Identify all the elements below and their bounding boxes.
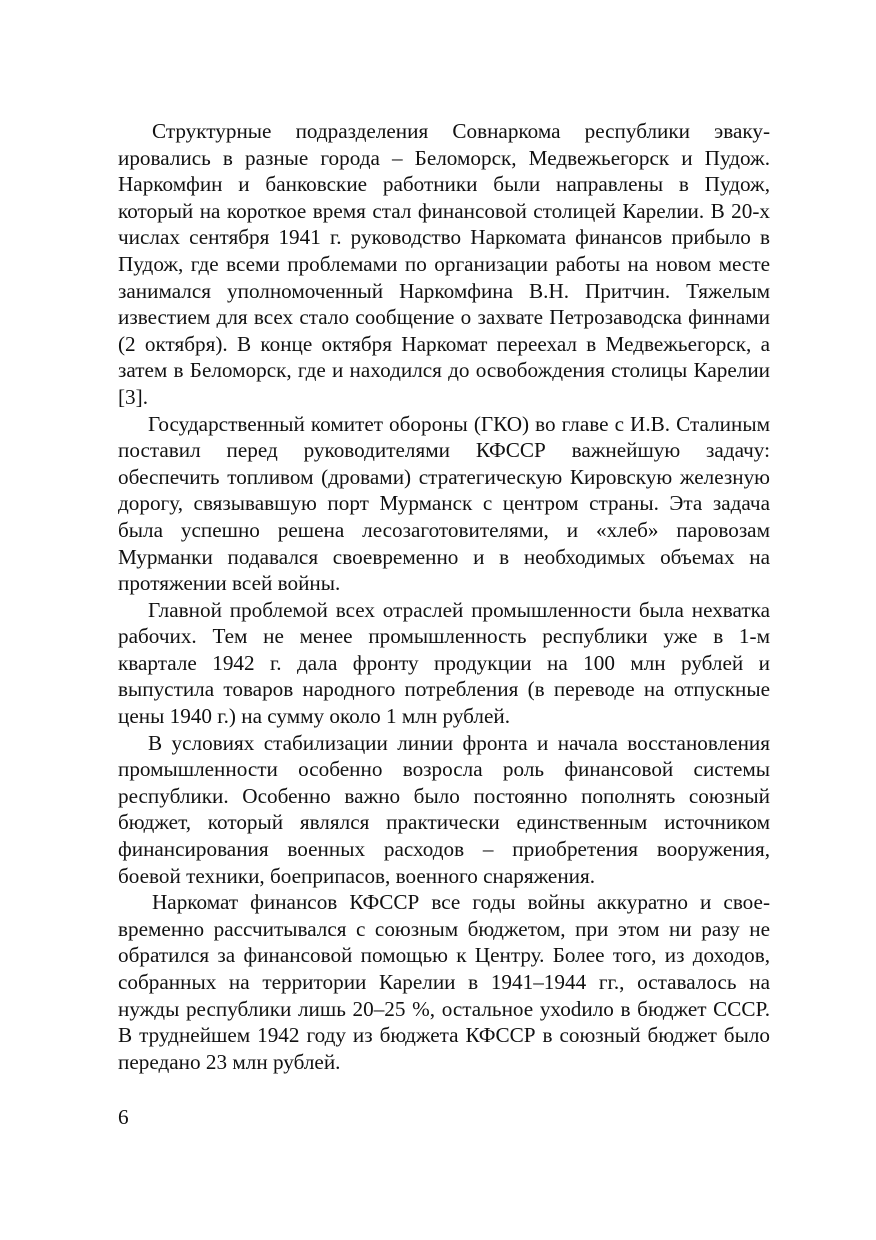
paragraph-financial-system: В условиях стабилизации линии фронта и начала восстановления промышленности особенно возросла роль финансовой системы республики. Особенно важно было постоянно пополнять союзный бюджет, который являлся практически единственным источником финансирования военных расходов – приобретения вооружения, боевой техники, боеприпасов, военного снаряжения.	[118, 730, 770, 888]
paragraph-industry: Главной проблемой всех отраслей промышленности была нехватка рабочих. Тем не менее промышленность республики уже в 1-м квартале 1942 г. дала фронту продукции на 100 млн рублей и выпустила товаров народного потребления (в переводе на отпускные цены 1940 г.) на сумму около 1 млн рублей.	[118, 597, 770, 729]
paragraph-gko-task: Государственный комитет обороны (ГКО) во главе с И.В. Сталиным поставил перед руководителями КФССР важнейшую задачу: обеспечить топливом (дровами) стратегическую Кировскую железную дорогу, связывавшую порт Мурманск с центром страны. Эта задача была успешно решена лесозаготовителями, и «хлеб» паровозам Мурманки подавался своевременно и в необходимых объемах на протяжении всей войны.	[118, 411, 770, 596]
page-number: 6	[118, 1105, 129, 1129]
page-body	[118, 118, 770, 1075]
paragraph-budget: Наркомат финансов КФССР все годы войны аккуратно и своевременно рассчитывался с союзным бюджетом, при этом ни разу не обратился за финансовой помощью к Центру. Более того, из доходов, собранных на территории Карелии в 1941–1944 гг., оставалось на нужды республики лишь 20–25 %, остальное ухоdило в бюджет СССР. В труднейшем 1942 году из бюджета КФССР в союзный бюджет было передано 23 млн рублей.	[118, 890, 770, 1074]
paragraph-evacuation: Структурные подразделения Совнаркома республики эвакуировались в разные города – Беломорск, Медвежьегорск и Пудож. Наркомфин и банковские работники были направлены в Пудож, который на короткое время стал финансовой столицей Карелии. В 20-х числах сентября 1941 г. руководство Наркомата финансов прибыло в Пудож, где всеми проблемами по организации работы на новом месте занимался уполномоченный Наркомфина В.Н. Притчин. Тяжелым известием для всех стало сообщение о захвате Петрозаводска финнами (2 октября). В конце октября Наркомат переехал в Медвежьегорск, а затем в Беломорск, где и находился до освобождения столицы Карелии [3].	[118, 119, 770, 409]
